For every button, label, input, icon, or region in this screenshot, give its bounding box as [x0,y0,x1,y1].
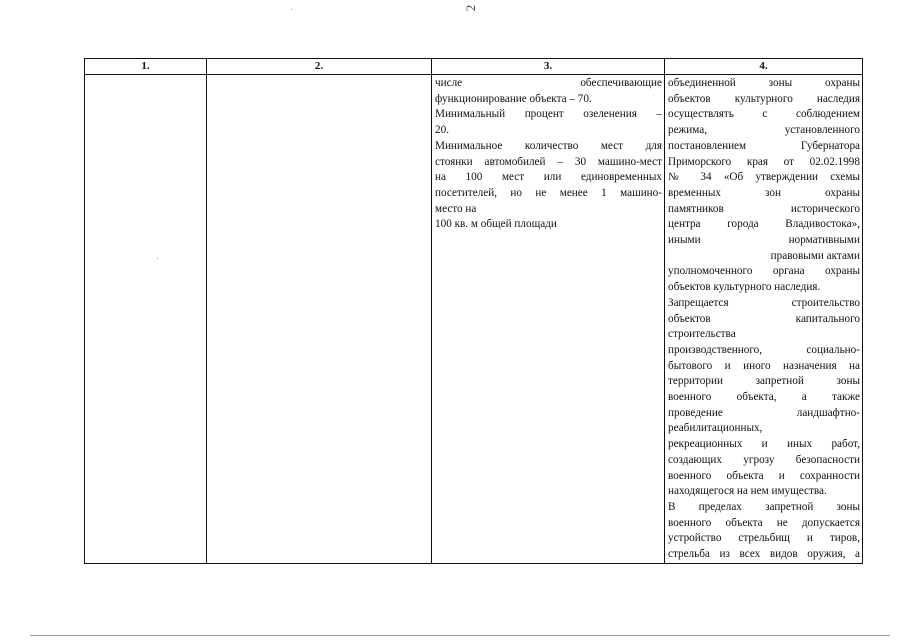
text-line: объектов культурного наследия [668,92,860,105]
column-header-3: 3. [432,59,665,75]
text-line: режима, установленного [668,124,860,137]
cell-col-2 [207,75,432,564]
text-line: Запрещается строительство [668,296,860,309]
text-line: военного объекта, а также [668,391,860,404]
text-line: № 34 «Об утверждении схемы [668,171,860,184]
text-line: рекреационных и иных работ, [668,438,860,451]
text-line: правовыми актами [770,249,860,262]
text-line: посетителей, но не менее 1 машино- [435,186,662,199]
text-line: временных зон охраны [668,186,860,199]
text-line: Приморского края от 02.02.1998 [668,155,860,168]
cell-col-3 [432,75,665,564]
text-line: создающих угрозу безопасности [668,453,860,466]
scan-speck [291,9,292,10]
text-line: 100 кв. м общей площади [435,218,557,231]
col3-text [432,75,664,233]
text-line: территории запретной зоны [668,375,860,388]
text-line: военного объекта и сохранности [668,469,860,482]
cell-col-1 [85,75,207,564]
text-line: реабилитационных, [668,422,763,435]
text-line: постановлением Губернатора [668,139,860,152]
text-line: 20. [435,124,449,137]
text-line: устройство стрельбищ и тиров, [668,532,860,545]
text-line: бытового и иного назначения на [668,359,860,372]
text-line: Минимальное количество мест для [435,139,662,152]
text-line: проведение ландшафтно- [668,406,860,419]
text-line: объектов культурного наследия. [668,281,821,294]
text-line: осуществлять с соблюдением [668,108,860,121]
text-line: иными нормативными [668,234,860,247]
table-row [85,75,863,564]
text-line: место на [435,202,477,215]
header-row [85,59,863,75]
text-line: стоянки автомобилей – 30 машино-мест [435,155,662,168]
text-line: функционирование объекта – 70. [435,92,592,105]
text-line: уполномоченного органа охраны [668,265,860,278]
text-line: на 100 мест или единовременных [435,171,662,184]
column-header-4: 4. [665,59,863,75]
text-line: памятников исторического [668,202,860,215]
text-line: военного объекта не допускается [668,516,860,529]
col4-text [665,75,862,563]
text-line: находящегося на нем имущества. [668,485,827,498]
column-header-2: 2. [207,59,432,75]
text-line: производственного, социально- [668,343,860,356]
text-line: объектов капитального [668,312,860,325]
page-bottom-edge [30,635,890,636]
text-line: объединенной зоны охраны [668,77,860,89]
text-line: Минимальный процент озеленения – [435,108,662,121]
text-line: числе обеспечивающие [435,77,662,89]
text-line: строительства [668,328,736,341]
text-line: центра города Владивостока», [668,218,860,231]
regulation-table [84,58,863,564]
text-line: стрельба из всех видов оружия, а [668,548,860,561]
cell-col-4 [665,75,863,564]
text-line: В пределах запретной зоны [668,500,860,513]
column-header-1: 1. [85,59,207,75]
page-number: 2 [463,4,478,12]
